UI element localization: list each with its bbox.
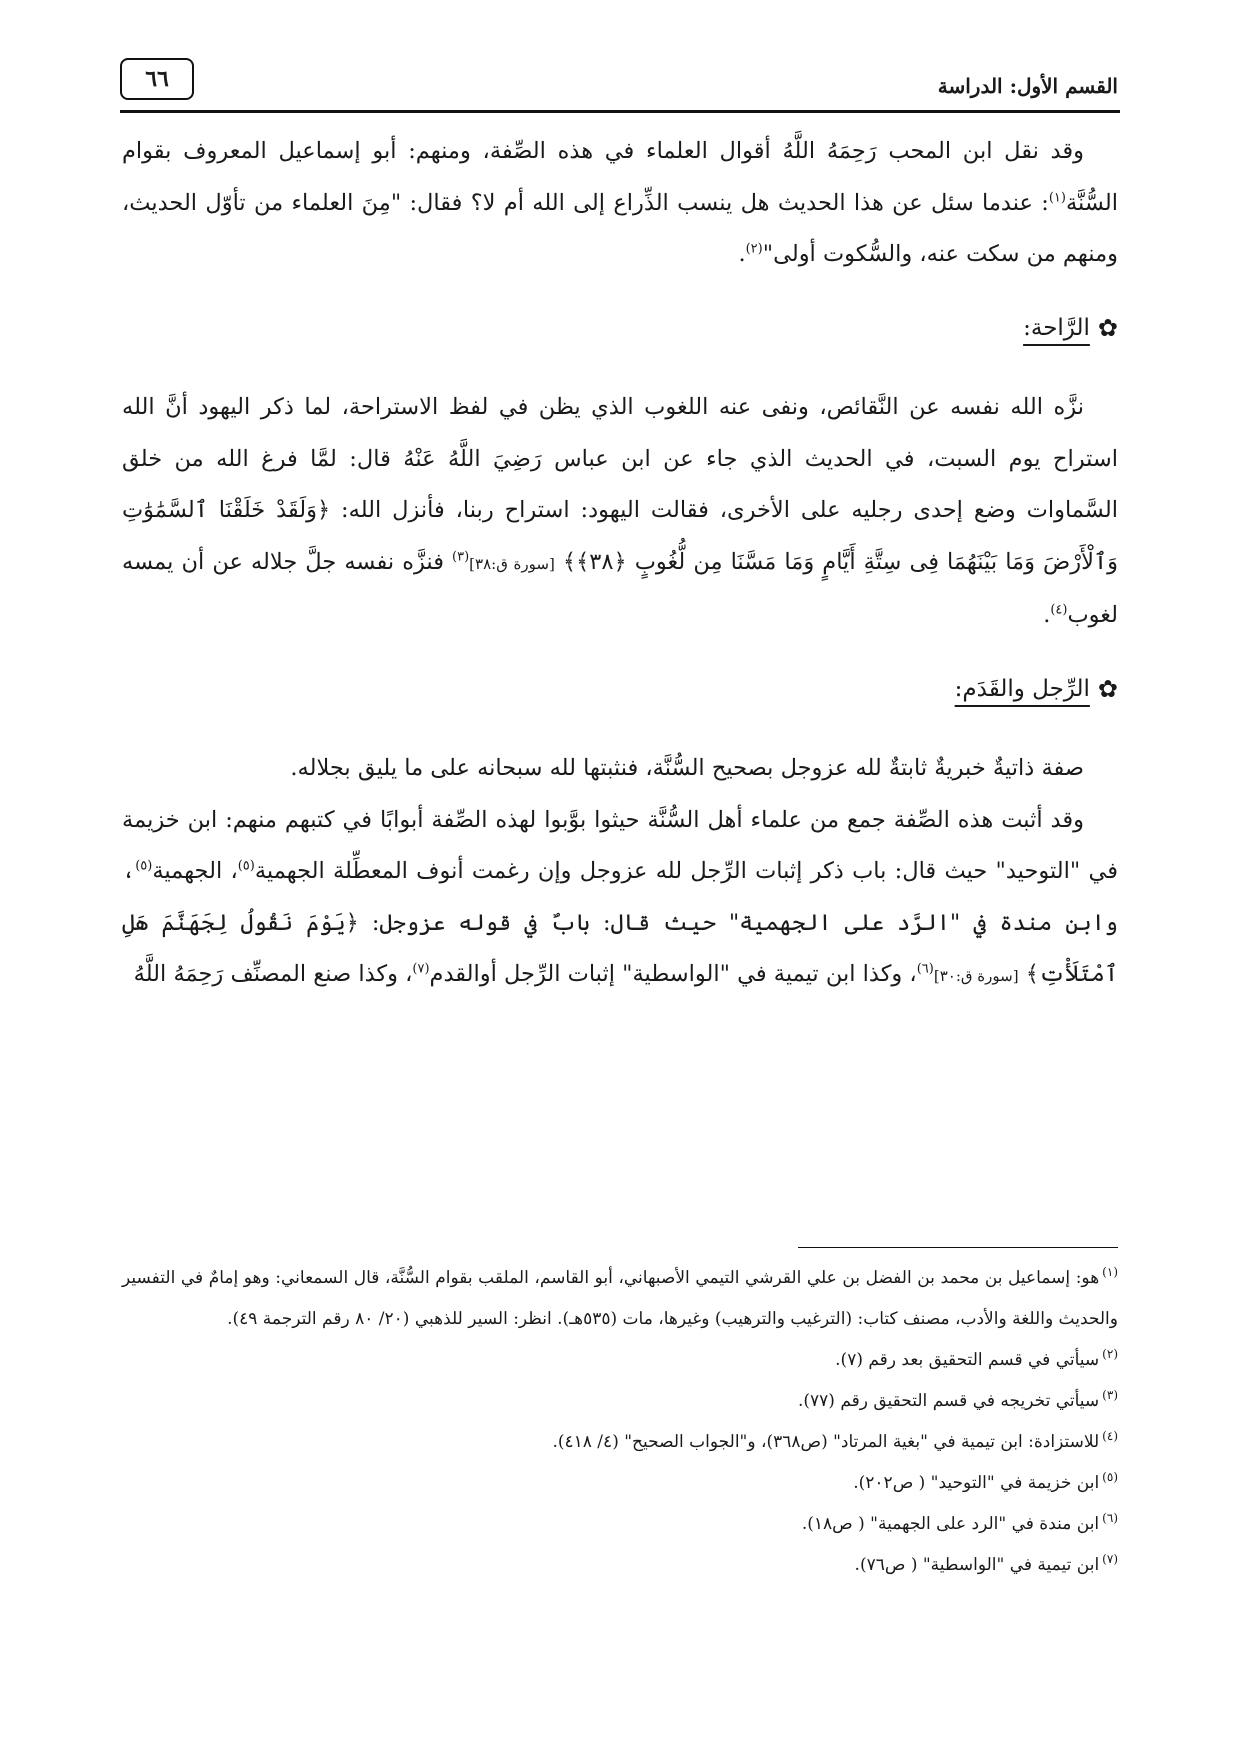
footnote-text: ابن تيمية في "الواسطية" ( ص٧٦). [854, 1555, 1100, 1575]
page-number: ٦٦ [145, 66, 169, 92]
footnote-ref-3: (٣) [452, 549, 470, 564]
flower-ornament-icon: ✿ [1097, 314, 1118, 343]
page-number-box [120, 58, 194, 100]
footnote-mark: (٢) [1102, 1347, 1118, 1362]
p1-text-b: : عندما سئل عن هذا الحديث هل ينسب الذِّراع إلى الله أم لا؟ فقال: "مِنَ العلماء من تأوّل الحديث، ومنهم من سكت عنه، والسُّكوت أولى" [122, 189, 1118, 267]
p2-text-c: . [1043, 602, 1051, 628]
footnote-mark: (٦) [1102, 1511, 1118, 1526]
p4-text-e: ، وكذا صنع المصنِّف رَحِمَهُ اللَّهُ [133, 961, 413, 987]
footnote-item [122, 1504, 1118, 1545]
footnote-item [122, 1422, 1118, 1463]
footnote-mark: (١) [1102, 1265, 1118, 1280]
footnote-ref-2: (٢) [745, 241, 763, 257]
footnote-ref-5: (٥) [237, 858, 255, 874]
p2-text-a: نزَّه الله نفسه عن النَّقائص، ونفى عنه اللغوب الذي يظن في لفظ الاستراحة، لما ذكر اليهود أنَّ الله استراح يوم السبت، في الحديث الذي جاء عن ابن عباس رَضِيَ اللَّهُ عَنْهُ قال: لمَّا فرغ الله من خلق السَّماوات وضع إحدى رجليه على الأخرى، فقالت اليهود: استراح ربنا، فأنزل الله: ﴿وَلَقَدْ خَلَقْنَا ٱلسَّمَٰوَٰتِ وَٱلْأَرْضَ وَمَا بَيْنَهُمَا فِى سِتَّةِ أَيَّامٍ وَمَا مَسَّنَا مِن لُّغُوبٍ ﴿٣٨﴾﴾ [122, 394, 1118, 575]
footnote-ref-5b: (٥) [135, 858, 153, 874]
paragraph-3: صفة ذاتيةٌ خبريةٌ ثابتةٌ لله عزوجل بصحيح السُّنَّة، فنثبتها لله سبحانه على ما يليق بجلاله. [290, 755, 1084, 781]
footnote-mark: (٧) [1102, 1552, 1118, 1567]
footnotes [122, 1258, 1118, 1586]
p1-text-a: وقد نقل ابن المحب رَحِمَهُ اللَّهُ أقوال العلماء في هذه الصِّفة، ومنهم: أبو إسماعيل المعروف بقوام السُّنَّة [122, 138, 1118, 216]
main-text [122, 126, 1118, 1003]
flower-ornament-icon: ✿ [1097, 675, 1118, 704]
footnote-item [122, 1381, 1118, 1422]
header-rule [120, 110, 1120, 113]
p4-text-c: ، وابن مندة في "الرَّد على الجهمية" حيث قال: بابٌ في قوله عزوجل: ﴿يَوْمَ نَقُولُ لِجَهَنَّمَ هَلِ ٱمْتَلَأْتِ﴾ [122, 858, 1118, 987]
footnote-text: للاستزادة: ابن تيمية في "بغية المرتاد" (ص٣٦٨)، و"الجواب الصحيح" (٤/ ٤١٨). [552, 1432, 1100, 1452]
footnote-ref-4: (٤) [1050, 602, 1068, 618]
p4-text-d: ، وكذا ابن تيمية في "الواسطية" إثبات الرِّجل أوالقدم [429, 961, 917, 987]
p4-text-b: ، الجهمية [152, 858, 238, 884]
running-title: القسم الأول: الدراسة [937, 74, 1118, 98]
heading-rest-text: الرَّاحة: [1023, 314, 1090, 341]
footnote-text: ابن مندة في "الرد على الجهمية" ( ص١٨). [801, 1514, 1100, 1534]
footnote-separator [798, 1247, 1118, 1248]
footnote-ref-6: (٦) [916, 961, 934, 977]
footnote-item [122, 1258, 1118, 1340]
p2-text-b: فنزَّه نفسه جلَّ جلاله عن أن يمسه لغوب [122, 548, 1118, 628]
p1-text-c: . [738, 241, 746, 267]
paragraph-4 [122, 795, 1118, 1003]
footnote-ref-1: (١) [1048, 190, 1066, 205]
paragraph-2 [122, 382, 1118, 642]
footnote-item [122, 1545, 1118, 1586]
footnote-text: هو: إسماعيل بن محمد بن الفضل بن علي القرشي التيمي الأصبهاني، أبو القاسم، الملقب بقوام السُّنَّة، قال السمعاني: وهو إمامٌ في التفسير والحديث واللغة والأدب، مصنف كتاب: (الترغيب والترهيب) وغيرها، مات (٥٣٥هـ). انظر: السير للذهبي (٢٠/ ٨٠ رقم الترجمة ٤٩). [122, 1268, 1118, 1329]
quran-reference-1: [سورة ق:٣٨] [469, 554, 555, 573]
footnote-mark: (٣) [1102, 1388, 1118, 1403]
paragraph-1 [122, 126, 1118, 281]
footnote-mark: (٤) [1102, 1429, 1118, 1444]
footnote-text: ابن خزيمة في "التوحيد" ( ص٢٠٢). [853, 1473, 1100, 1493]
footnote-item [122, 1463, 1118, 1504]
footnote-mark: (٥) [1102, 1470, 1118, 1485]
footnote-item [122, 1340, 1118, 1381]
footnote-ref-7: (٧) [412, 961, 430, 977]
section-heading-foot [122, 664, 1118, 716]
footnote-text: سيأتي في قسم التحقيق بعد رقم (٧). [835, 1350, 1100, 1370]
p4-text-a: وقد أثبت هذه الصِّفة جمع من علماء أهل السُّنَّة حيثوا بوَّبوا لهذه الصِّفة أبوابًا في كتبهم منهم: ابن خزيمة في "التوحيد" حيث قال: باب ذكر إثبات الرِّجل لله عزوجل وإن رغمت أنوف المعطِّلة الجهمية [122, 806, 1118, 884]
quran-reference-2: [سورة ق:٣٠] [933, 967, 1019, 985]
heading-foot-text: الرِّجل والقَدَم: [954, 675, 1090, 702]
section-heading-rest [122, 303, 1118, 355]
footnote-text: سيأتي تخريجه في قسم التحقيق رقم (٧٧). [797, 1391, 1100, 1411]
